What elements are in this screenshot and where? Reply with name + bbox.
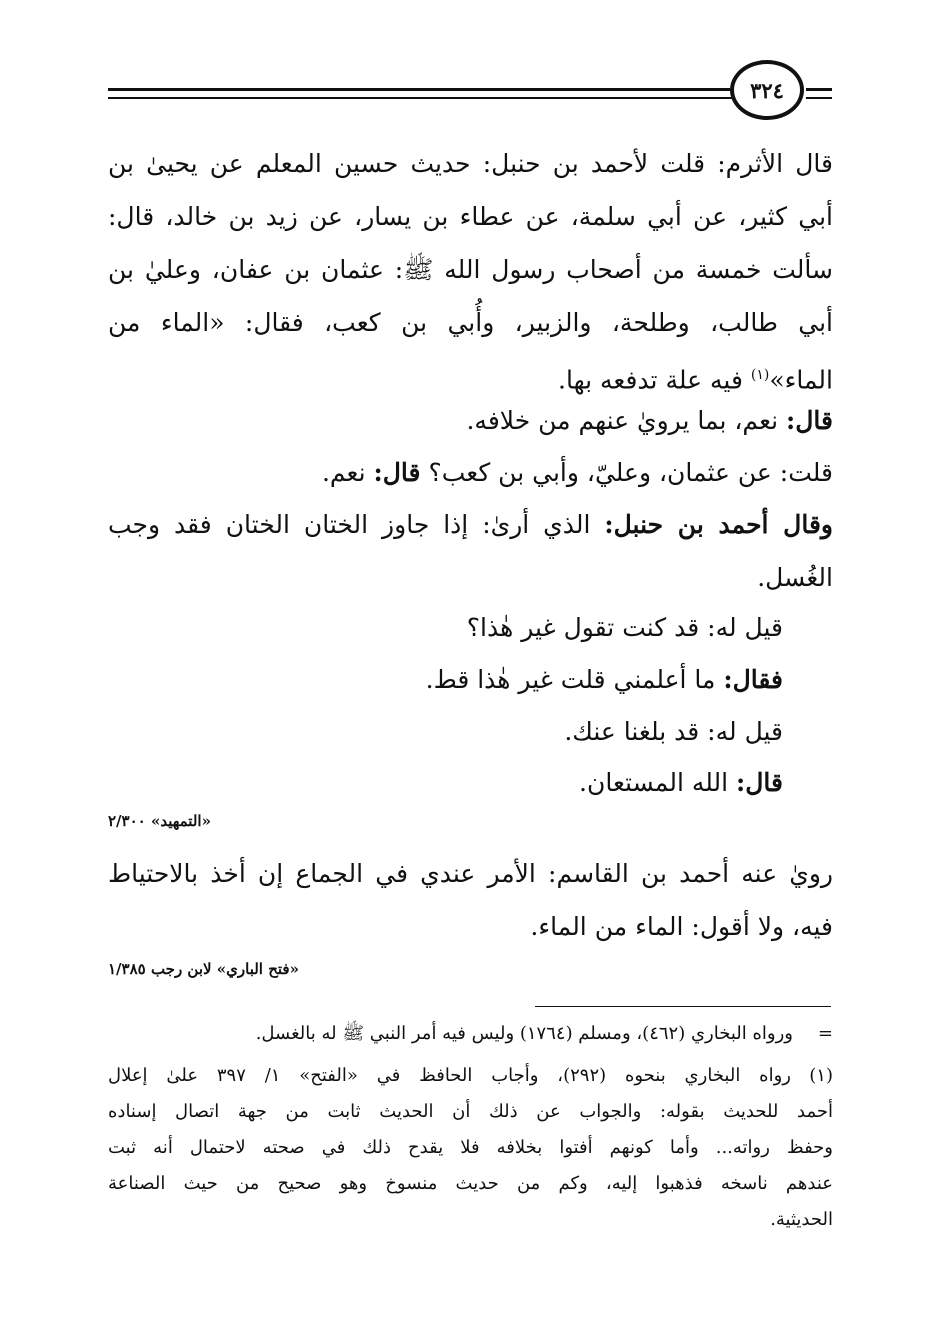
text-span: الله المستعان. bbox=[579, 768, 737, 797]
line-qal bbox=[108, 394, 833, 447]
source-citation-tamhid: «التمهيد» ٢/٣٠٠ bbox=[108, 812, 211, 830]
header-rule-bottom bbox=[108, 97, 733, 99]
text-line: الغُسل. bbox=[757, 563, 833, 592]
text-span: الذي أرىٰ: إذا جاوز الختان الختان فقد وجب bbox=[108, 510, 605, 539]
footnote-continuation bbox=[108, 1016, 833, 1052]
text-line bbox=[108, 498, 833, 551]
footnote-body bbox=[108, 1058, 791, 1094]
speaker-label: قال: bbox=[786, 406, 833, 435]
text-line: أبي كثير، عن أبي سلمة، عن عطاء بن يسار، عن زيد بن خالد، قال: bbox=[108, 202, 833, 231]
speaker-label: فقال: bbox=[723, 665, 783, 694]
text-span: قلت: عن عثمان، وعليّ، وأبي بن كعب؟ bbox=[420, 458, 833, 487]
footnote-line: رواه البخاري بنحوه (٢٩٢)، وأجاب الحافظ في «الفتح» ١/ ٣٩٧ علىٰ إعلال bbox=[108, 1065, 791, 1086]
header-rule-right-bottom bbox=[806, 97, 832, 99]
footnote-number: (١) bbox=[809, 1065, 833, 1086]
paragraph-ibn-qasim bbox=[108, 847, 833, 953]
text-line: أبي طالب، وطلحة، والزبير، وأُبي بن كعب، فقال: «الماء من bbox=[108, 308, 833, 337]
footnote-separator bbox=[535, 1006, 831, 1007]
line-faqal bbox=[426, 653, 783, 706]
text-line: سألت خمسة من أصحاب رسول الله ﷺ: عثمان بن عفان، وعليٰ بن bbox=[108, 255, 833, 284]
continuation-mark: = bbox=[817, 1023, 833, 1044]
page-number: ٣٢٤ bbox=[730, 60, 804, 120]
line-qal-3 bbox=[579, 756, 783, 809]
text-span: ما أعلمني قلت غير هٰذا قط. bbox=[425, 665, 724, 694]
text-span: نعم. bbox=[321, 458, 374, 487]
speaker-label: قال: bbox=[736, 768, 783, 797]
footnote-line: أحمد للحديث بقوله: والجواب عن ذلك أن الحديث ثابت من جهة اتصال إسناده bbox=[108, 1101, 833, 1122]
line-qila-2: قيل له: قد بلغنا عنك. bbox=[564, 717, 783, 746]
footnote-line: الحديثية. bbox=[770, 1209, 833, 1230]
text-line: قال الأثرم: قلت لأحمد بن حنبل: حديث حسين المعلم عن يحيىٰ بن bbox=[108, 149, 833, 178]
footnote-1 bbox=[108, 1058, 833, 1238]
text-line: فيه، ولا أقول: الماء من الماء. bbox=[530, 912, 833, 941]
header-rule-right-top bbox=[806, 88, 832, 91]
line-qult bbox=[108, 446, 833, 499]
footnote-body-cont bbox=[108, 1094, 833, 1238]
text-line: رويٰ عنه أحمد بن القاسم: الأمر عندي في الجماع إن أخذ بالاحتياط bbox=[108, 859, 833, 888]
paragraph-ahmad bbox=[108, 498, 833, 604]
text-span: نعم، بما يرويٰ عنهم من خلافه. bbox=[466, 406, 787, 435]
footnote-ref: (١) bbox=[750, 367, 770, 383]
speaker-label: وقال أحمد بن حنبل: bbox=[604, 510, 833, 539]
text-span: الماء» bbox=[769, 365, 833, 395]
footnote-line: وحفظ رواته... وأما كونهم أفتوا بخلافه فلا يقدح ذلك في صحته لاحتمال أنه ثبت bbox=[108, 1137, 833, 1158]
header-rule-top bbox=[108, 88, 733, 91]
speaker-label: قال: bbox=[373, 458, 421, 487]
line-qila-1: قيل له: قد كنت تقول غير هٰذا؟ bbox=[466, 613, 783, 642]
paragraph-athram bbox=[108, 137, 833, 402]
text-span: فيه علة تدفعه بها. bbox=[558, 365, 751, 395]
footnote-line: عندهم ناسخه فذهبوا إليه، وكم من حديث منسوخ وهو صحيح من حيث الصناعة bbox=[108, 1173, 833, 1194]
footnote-line: ورواه البخاري (٤٦٢)، ومسلم (١٧٦٤) وليس فيه أمر النبي ﷺ له بالغسل. bbox=[255, 1023, 793, 1044]
source-citation-fath: «فتح الباري» لابن رجب ١/٣٨٥ bbox=[108, 960, 299, 978]
